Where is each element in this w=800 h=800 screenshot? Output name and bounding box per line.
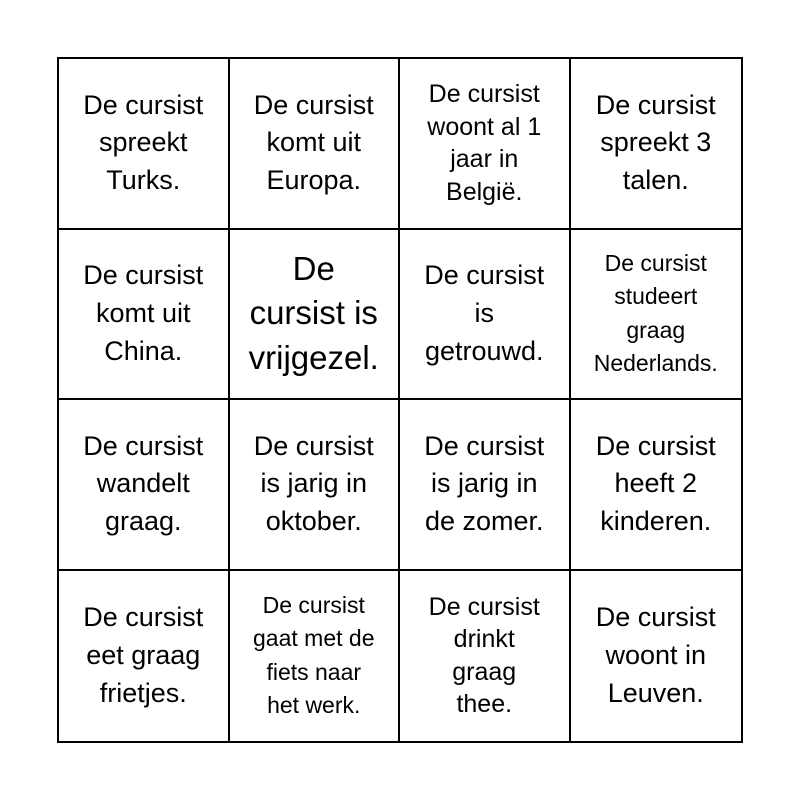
bingo-cell[interactable] [59,59,230,230]
bingo-cell[interactable] [571,230,742,401]
bingo-cell[interactable] [230,59,401,230]
bingo-board [57,57,743,743]
bingo-cell[interactable] [400,571,571,742]
bingo-cell-text: De cursist woont al 1 jaar in België. [427,80,542,206]
bingo-cell[interactable] [230,230,401,401]
bingo-cell-text: De cursist drinkt graag thee. [428,592,540,719]
bingo-cell-text: De cursist is jarig in oktober. [253,430,374,537]
bingo-cell-text: De cursist woont in Leuven. [595,602,716,708]
bingo-cell[interactable] [571,59,742,230]
bingo-cell[interactable] [571,571,742,742]
bingo-cell-text: De cursist komt uit China. [83,260,204,366]
bingo-cell[interactable] [400,230,571,401]
bingo-cell-text: De cursist wandelt graag. [83,430,204,537]
bingo-cell-text: De cursist spreekt 3 talen. [595,89,716,196]
bingo-cell-text: De cursist spreekt Turks. [83,89,204,196]
bingo-cell[interactable] [230,571,401,742]
bingo-cell[interactable] [400,400,571,571]
bingo-cell[interactable] [59,571,230,742]
bingo-cell-text: De cursist is jarig in de zomer. [424,430,545,537]
bingo-cell[interactable] [400,59,571,230]
bingo-cell-text: De cursist is vrijgezel. [248,249,379,377]
bingo-cell[interactable] [59,400,230,571]
bingo-cell-text: De cursist eet graag frietjes. [83,602,204,708]
bingo-cell[interactable] [59,230,230,401]
bingo-cell[interactable] [571,400,742,571]
bingo-cell-text: De cursist studeert graag Nederlands. [593,250,718,377]
bingo-cell-text: De cursist gaat met de fiets naar het werk. [253,592,375,719]
bingo-cell-text: De cursist komt uit Europa. [253,89,374,196]
bingo-cell[interactable] [230,400,401,571]
bingo-cell-text: De cursist heeft 2 kinderen. [595,430,716,537]
bingo-cell-text: De cursist is getrouwd. [424,260,545,366]
